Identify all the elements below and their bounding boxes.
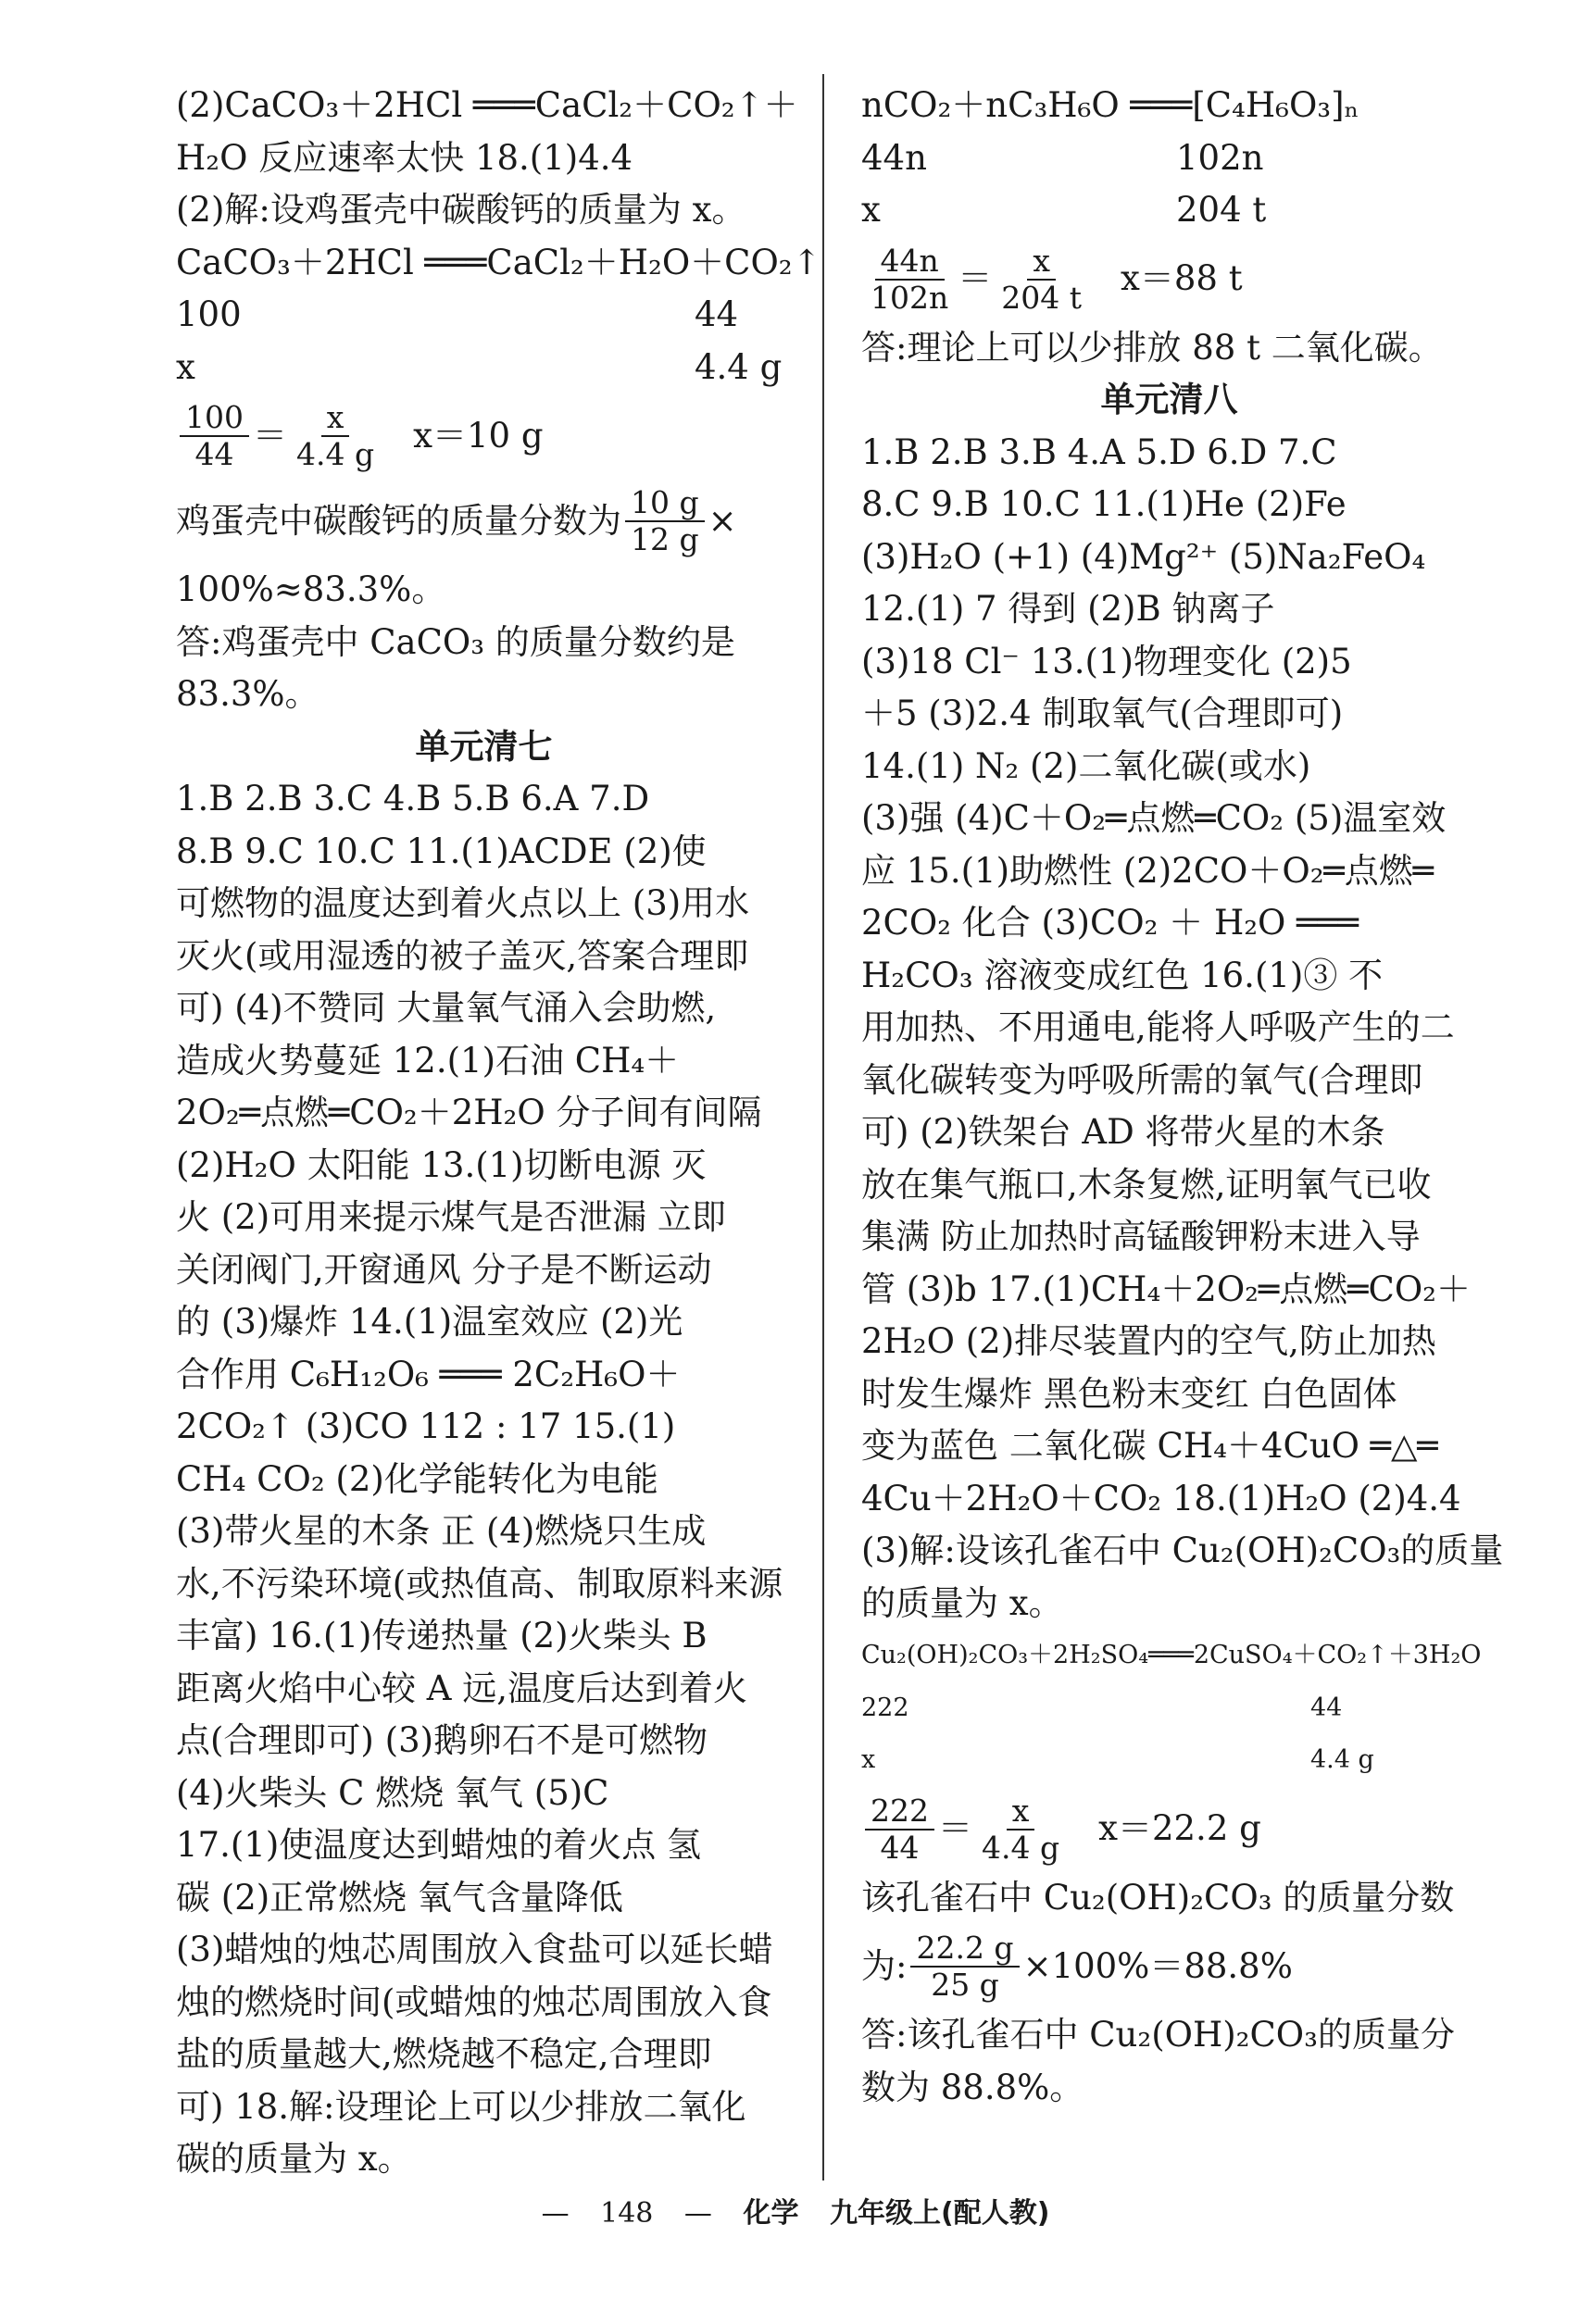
numerator: x bbox=[1027, 244, 1056, 281]
result: x＝22.2 g bbox=[1098, 1808, 1261, 1849]
proportion-equation bbox=[861, 1787, 1477, 1872]
answer-line: (2)H₂O 太阳能 13.(1)切断电源 灭 bbox=[176, 1144, 707, 1185]
answer-line: 8.B 9.C 10.C 11.(1)ACDE (2)使 bbox=[176, 831, 707, 871]
equation-row bbox=[176, 342, 792, 394]
fraction bbox=[996, 244, 1087, 316]
answer-line: 丰富) 16.(1)传递热量 (2)火柴头 B bbox=[176, 1616, 708, 1656]
answer-line: 氧化碳转变为呼吸所需的氧气(合理即 bbox=[861, 1059, 1423, 1100]
text-line: H₂O 反应速率太快 18.(1)4.4 bbox=[176, 137, 633, 178]
fraction bbox=[291, 400, 380, 472]
equation-cell: x bbox=[176, 346, 195, 387]
section-heading-unit-8: 单元清八 bbox=[1100, 380, 1238, 419]
answer-line: 17.(1)使温度达到蜡烛的着火点 氢 bbox=[176, 1825, 702, 1865]
answer-line: 管 (3)b 17.(1)CH₄＋2O₂═点燃═CO₂＋ bbox=[861, 1268, 1472, 1309]
denominator: 4.4 g bbox=[296, 436, 375, 472]
denominator: 44 bbox=[880, 1829, 920, 1866]
fraction bbox=[625, 485, 705, 557]
page-footer bbox=[0, 2190, 1591, 2230]
equation-row bbox=[861, 1734, 1477, 1787]
proportion-equation bbox=[861, 237, 1477, 322]
text-line: 答:理论上可以少排放 88 t 二氧化碳。 bbox=[861, 327, 1443, 368]
equation-cell: 4.4 g bbox=[695, 346, 783, 387]
numerator: 10 g bbox=[625, 485, 705, 522]
answer-line: (3)H₂O (+1) (4)Mg²⁺ (5)Na₂FeO₄ bbox=[861, 536, 1426, 577]
answer-line: CH₄ CO₂ (2)化学能转化为电能 bbox=[176, 1458, 658, 1499]
answer-line: 距离火焰中心较 A 远,温度后达到着火 bbox=[176, 1668, 748, 1708]
text-line: 该孔雀石中 Cu₂(OH)₂CO₃ 的质量分数 bbox=[861, 1877, 1455, 1918]
answer-line: 2O₂═点燃═CO₂＋2H₂O 分子间有间隔 bbox=[176, 1093, 762, 1132]
equals-sign: ＝ bbox=[938, 1808, 972, 1849]
answer-line: (3)蜡烛的烛芯周围放入食盐可以延长蜡 bbox=[176, 1930, 773, 1969]
answer-line: 烛的燃烧时间(或蜡烛的烛芯周围放入食 bbox=[176, 1981, 772, 2022]
answer-line: 集满 防止加热时高锰酸钾粉末进入导 bbox=[861, 1217, 1421, 1256]
answer-line: (4)火柴头 C 燃烧 氧气 (5)C bbox=[176, 1772, 609, 1813]
answer-line: 碳 (2)正常燃烧 氧气含量降低 bbox=[176, 1877, 623, 1918]
answer-line: 8.C 9.B 10.C 11.(1)He (2)Fe bbox=[861, 484, 1347, 524]
answer-line: 可) (2)铁架台 AD 将带火星的木条 bbox=[861, 1112, 1385, 1152]
numerator: 22.2 g bbox=[910, 1930, 1019, 1968]
fraction-line bbox=[176, 479, 792, 564]
answer-line: 4Cu＋2H₂O＋CO₂ 18.(1)H₂O (2)4.4 bbox=[861, 1478, 1461, 1518]
answer-line: 的质量为 x。 bbox=[861, 1582, 1063, 1623]
answer-line: 变为蓝色 二氧化碳 CH₄＋4CuO ═△═ bbox=[861, 1426, 1438, 1466]
equation-line: nCO₂＋nC₃H₆O ═══[C₄H₆O₃]ₙ bbox=[861, 85, 1359, 125]
denominator: 44 bbox=[194, 436, 234, 472]
fraction bbox=[865, 244, 954, 316]
equation-row bbox=[861, 184, 1477, 237]
text-line: 数为 88.8%。 bbox=[861, 2067, 1084, 2107]
equation-row bbox=[861, 1682, 1477, 1735]
footer-dash: — bbox=[683, 2197, 712, 2230]
answer-line: 1.B 2.B 3.B 4.A 5.D 6.D 7.C bbox=[861, 431, 1337, 472]
fraction bbox=[180, 400, 249, 472]
answer-line: 2H₂O (2)排尽装置内的空气,防止加热 bbox=[861, 1321, 1436, 1361]
answer-line: 点(合理即可) (3)鹅卵石不是可燃物 bbox=[176, 1720, 708, 1760]
answer-line: 火 (2)可用来提示煤气是否泄漏 立即 bbox=[176, 1197, 726, 1237]
answer-line: ＋5 (3)2.4 制取氧气(合理即可) bbox=[861, 693, 1344, 733]
equation-row bbox=[861, 132, 1477, 185]
answer-line: 12.(1) 7 得到 (2)B 钠离子 bbox=[861, 589, 1275, 629]
answer-line: 的 (3)爆炸 14.(1)温室效应 (2)光 bbox=[176, 1302, 683, 1342]
numerator: x bbox=[321, 400, 350, 437]
answer-line: 用加热、不用通电,能将人呼吸产生的二 bbox=[861, 1007, 1455, 1047]
equation-cell: 102n bbox=[1176, 137, 1264, 178]
denominator: 12 g bbox=[631, 521, 699, 557]
result: x＝10 g bbox=[413, 415, 544, 456]
fraction-line bbox=[861, 1924, 1477, 2009]
equation-cell: 204 t bbox=[1176, 190, 1267, 230]
numerator: 100 bbox=[180, 400, 249, 437]
equation-row bbox=[176, 289, 792, 342]
answer-line: (3)18 Cl⁻ 13.(1)物理变化 (2)5 bbox=[861, 641, 1352, 681]
equals-sign: ＝ bbox=[958, 258, 993, 299]
text-line: (2)解:设鸡蛋壳中碳酸钙的质量为 x。 bbox=[176, 190, 746, 230]
denominator: 25 g bbox=[931, 1967, 999, 2003]
column-divider bbox=[822, 74, 824, 2180]
denominator: 204 t bbox=[1001, 279, 1082, 316]
answer-line: 水,不污染环境(或热值高、制取原料来源 bbox=[176, 1563, 783, 1604]
text-line: 答:鸡蛋壳中 CaCO₃ 的质量分数约是 bbox=[176, 621, 735, 662]
answer-line: 关闭阀门,开窗通风 分子是不断运动 bbox=[176, 1249, 712, 1290]
equation-cell: 100 bbox=[176, 294, 242, 334]
equation-cell: 222 bbox=[861, 1693, 909, 1722]
section-heading-unit-7: 单元清七 bbox=[415, 726, 553, 767]
answer-line: 2CO₂ 化合 (3)CO₂ ＋ H₂O ═══ bbox=[861, 903, 1359, 943]
answer-line: 盐的质量越大,燃烧越不稳定,合理即 bbox=[176, 2034, 712, 2074]
answer-line: 可) (4)不赞同 大量氧气涌入会助燃, bbox=[176, 988, 717, 1028]
left-column bbox=[176, 80, 821, 2186]
numerator: 44n bbox=[875, 244, 945, 281]
answer-line: H₂CO₃ 溶液变成红色 16.(1)③ 不 bbox=[861, 955, 1384, 995]
text-line: 100%≈83.3%。 bbox=[176, 569, 446, 609]
text-line: (2)CaCO₃＋2HCl ═══CaCl₂＋CO₂↑＋ bbox=[176, 85, 798, 125]
answer-line: 灭火(或用湿透的被子盖灭,答案合理即 bbox=[176, 935, 749, 976]
equation-line: Cu₂(OH)₂CO₃＋2H₂SO₄═══2CuSO₄＋CO₂↑＋3H₂O bbox=[861, 1641, 1482, 1669]
footer-subject: 化学 bbox=[743, 2197, 799, 2230]
answer-line: 合作用 C₆H₁₂O₆ ═══ 2C₂H₆O＋ bbox=[176, 1354, 681, 1394]
numerator: 222 bbox=[865, 1793, 934, 1830]
footer-grade: 九年级上(配人教) bbox=[830, 2197, 1050, 2230]
fraction bbox=[865, 1793, 934, 1866]
answer-line: 可) 18.解:设理论上可以少排放二氧化 bbox=[176, 2086, 746, 2127]
answer-line: 应 15.(1)助燃性 (2)2CO＋O₂═点燃═ bbox=[861, 850, 1434, 891]
answer-line: 时发生爆炸 黑色粉末变红 白色固体 bbox=[861, 1373, 1397, 1414]
page-number: 148 bbox=[600, 2197, 654, 2230]
fraction bbox=[976, 1793, 1065, 1866]
proportion-equation bbox=[176, 394, 792, 479]
unit-8-answers bbox=[861, 427, 1504, 1631]
result: x＝88 t bbox=[1121, 258, 1243, 299]
text-line: 答:该孔雀石中 Cu₂(OH)₂CO₃的质量分 bbox=[861, 2015, 1455, 2055]
fraction bbox=[910, 1930, 1019, 2003]
answer-line: (3)带火星的木条 正 (4)燃烧只生成 bbox=[176, 1511, 707, 1551]
answer-line: 14.(1) N₂ (2)二氧化碳(或水) bbox=[861, 745, 1311, 786]
equation-line: CaCO₃＋2HCl ═══CaCl₂＋H₂O＋CO₂↑ bbox=[176, 242, 821, 282]
text: 为: bbox=[861, 1945, 908, 1986]
answer-line: (3)强 (4)C＋O₂═点燃═CO₂ (5)温室效 bbox=[861, 798, 1447, 838]
equation-cell: 44 bbox=[1310, 1693, 1343, 1722]
denominator: 4.4 g bbox=[982, 1829, 1060, 1866]
answer-line: (3)解:设该孔雀石中 Cu₂(OH)₂CO₃的质量 bbox=[861, 1531, 1504, 1570]
equation-cell: x bbox=[861, 190, 881, 230]
numerator: x bbox=[1007, 1793, 1035, 1830]
answer-line: 1.B 2.B 3.C 4.B 5.B 6.A 7.D bbox=[176, 779, 650, 818]
answer-line: 放在集气瓶口,木条复燃,证明氧气已收 bbox=[861, 1164, 1432, 1205]
text-line: 83.3%。 bbox=[176, 674, 319, 714]
text: 鸡蛋壳中碳酸钙的质量分数为 bbox=[176, 500, 621, 541]
unit-7-answers bbox=[176, 773, 792, 2186]
answer-line: 可燃物的温度达到着火点以上 (3)用水 bbox=[176, 883, 750, 923]
denominator: 102n bbox=[871, 279, 949, 316]
right-column bbox=[861, 80, 1504, 2114]
equals-sign: ＝ bbox=[253, 415, 287, 456]
answer-line: 造成火势蔓延 12.(1)石油 CH₄＋ bbox=[176, 1040, 680, 1081]
text: × bbox=[708, 500, 737, 541]
equation-cell: x bbox=[861, 1745, 876, 1774]
equation-cell: 44 bbox=[695, 294, 739, 334]
answer-line: 碳的质量为 x。 bbox=[176, 2139, 412, 2179]
answer-line: 2CO₂↑ (3)CO 112 : 17 15.(1) bbox=[176, 1406, 676, 1446]
footer-dash: — bbox=[541, 2197, 570, 2230]
text: ×100%＝88.8% bbox=[1022, 1945, 1293, 1986]
equation-cell: 44n bbox=[861, 137, 927, 178]
equation-cell: 4.4 g bbox=[1310, 1745, 1374, 1774]
